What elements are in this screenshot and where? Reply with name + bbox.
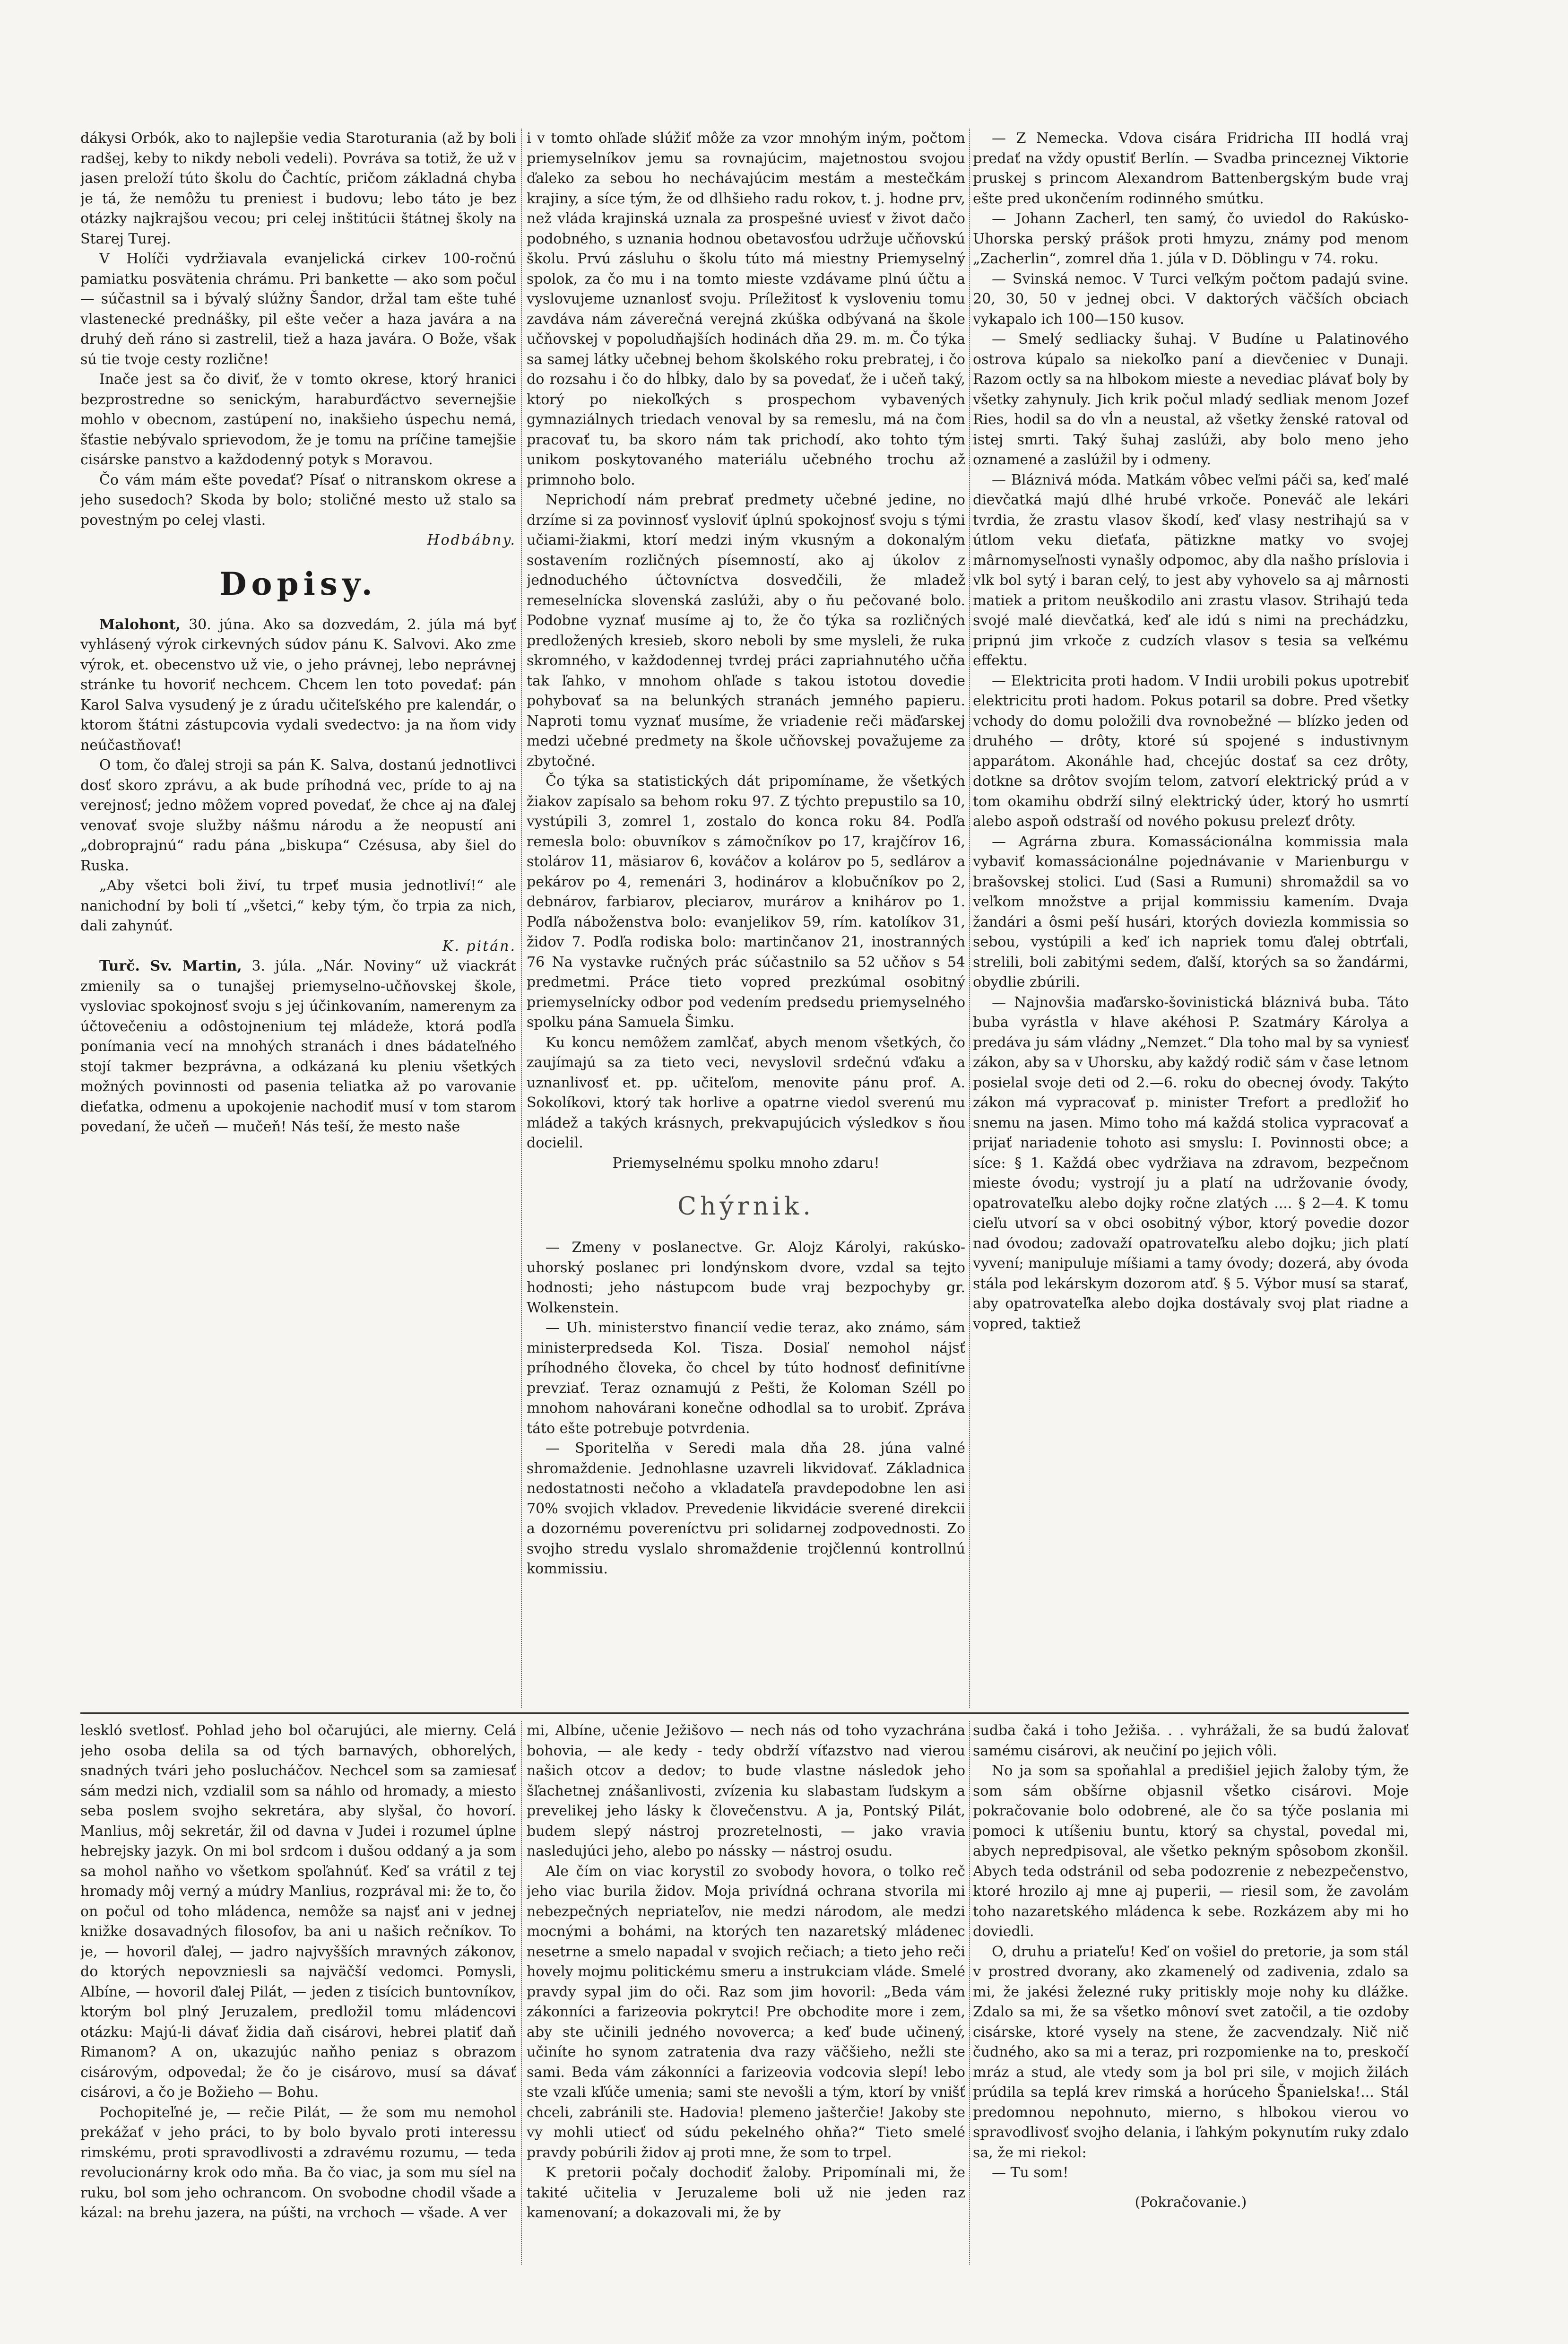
news-item: — Sporitelňa v Seredi mala dňa 28. júna valné shromaždenie. Jednohlasne uzavreli likvidovať. Základnica nedostatnosti nečoho a vkladateľa pravdepodobne len asi 70% svojich vkladov. Prevedenie likvidácie sverené direkcii a dozornému povereníctvu pri solidarnej zodpovednosti. Zo svojho stredu vyslalo shromaždenie trojčlennú kontrollnú kommissiu. <box>527 1440 965 1577</box>
article-text: i v tomto ohľade slúžiť môže za vzor mnohým iným, počtom priemyselníkov jemu sa rovnajúcim, majetnostou svojou ďaleko za sebou ho nechávajúcim mestám a mestečkám krajiny, a síce tým, že od dlhšieho radu rokov, t. j. hodne prv, než vláda krajinská uznala za prospešné uviesť v život dačo podobného, s uznania hodnou obetavosťou udržuje učňovskú školu. Prvú zásluhu o školu túto má miestny Priemyselný spolok, za čo mu i na tomto mieste vzdávame plnú účtu a vyslovujeme uznanlosť svoju. Príležitosť k vysloveniu tomu zavdáva nám záverečná verejná zkúška odbývaná na škole učňovskej v popoludňajších hodinách dňa 29. m. m. Čo týka sa samej látky učebnej behom školského roku prebratej, i čo do rozsahu i čo do hĺbky, dalo by sa povedať, že i učeň taký, ktorý po niekoľkých s prospechom vybavených gymnaziálnych triedach venoval by sa remeslu, má na čom pracovať tu, ba skoro nám tak prichodí, ako tohto tým unikom poskytovaného materiálu učebného trochu až primnoho bolo. <box>527 130 965 488</box>
section-heading-dopisy: Dopisy. <box>219 565 377 602</box>
article-text: 3. júla. „Nár. Noviny“ už viackrát zmienily sa o tunajšej priemyselno-učňovskej škole, vysloviac spokojnosť svoju s jej účinkovaním, namerenym za účtovečeniu a odôstojnenium tej mládeže, ktorá podľa ponímania vecí na mnohých stranách i dnes bádateľného stojí takmer bezprávna, a odkázaná ku pleniu všetkých možných povinnosti od pasenia teliatka až po varovanie dieťatka, odmenu a upokojenie nachodiť musí v tom starom povedaní, že učeň — mučeň! Nás teší, že mesto naše <box>80 958 516 1135</box>
feuilleton-divider <box>80 1712 1409 1714</box>
news-item: — Johann Zacherl, ten samý, čo uviedol do Rakúsko-Uhorska perský prášok proti hmyzu, známy pod menom „Zacherlin“, zomrel dňa 1. júla v D. Döblingu v 74. roku. <box>973 210 1409 267</box>
news-item: — Svinská nemoc. V Turci veľkým počtom padajú svine. 20, 30, 50 v jednej obci. V daktorých väčších obciach vykapalo ich 100—150 kusov. <box>973 270 1409 328</box>
continuation-note: (Pokračovanie.) <box>1135 2194 1247 2211</box>
signature: Hodbábny. <box>427 532 516 548</box>
article-text: V Holíči vydržiavala evanjelická cirkev 100-ročnú pamiatku posvätenia chrámu. Pri bankette — ako som počul — súčastnil sa i bývalý slúžny Šandor, držal tam ešte tuhé vlastenecké prednášky, pil ešte večer a haza javára a na druhý deň ráno si zastrelil, tiež a haza javára. O Bože, však sú tie tvoje cesty rozlične! <box>80 251 516 368</box>
feuilleton-text: leskló svetlosť. Pohlad jeho bol očarujúci, ale mierny. Celá jeho osoba delila sa od tých barnavých, obhorelých, snadných tvári jeho poslucháčov. Nechcel som sa zamiesať sám medzi nich, vzdialil som sa náhlo od hromady, a miesto seba poslem svojho sekretára, aby slyšal, čo hovorí. Manlius, môj sekretár, žil od davna v Judei i rozumel úplne hebrejsky jazyk. On mi bol srdcom i dušou oddaný a ja som sa mohol naňho vo všetkom spoľahnúť. Keď sa vrátil z tej hromady môj verný a múdry Manlius, rozprával mi: že to, čo on počul od toho mládenca, nemôže sa najsť ani v jednej knižke dosavadných filosofov, ba ani u našich rečníkov. To je, — hovoril ďalej, — jadro najvyšších mravných zákonov, do ktorých nepovzniesli sa najväčší vedomci. Pomysli, Albíne, — hovoril ďalej Pilát, — jeden z tisícich buntovníkov, ktorým bol plný Jeruzalem, predložil tomu mládencovi otázku: Majú-li dávať židia daň cisárovi, hebrei platiť daň Rimanom? A on, ukazujúc naňho peniaz s obrazom cisárovým, odpovedal; že čo je cisárovo, musí sa dávať cisárovi, a čo je Božieho — Bohu. <box>80 1722 516 2101</box>
feuilleton-text: Ale čím on viac korystil zo svobody hovora, o tolko reč jeho viac burila židov. Moja privídná ochrana stvorila mi nebezpečných nepriateľov, nie medzi národom, ale medzi mocnými a bohámi, na ktorých ten nazaretský mládenec nesetrne a smelo napadal v svojich rečiach; a tieto jeho reči hovely mojmu politickému smeru a instrukciam vláde. Smelé pravdy sypal jim do oči. Raz som jim hovoril: „Beda vám zákonníci a farizeovia pokrytci! Pre obchodite more i zem, aby ste učinili jedného novoverca; a keď bude učinený, učiníte ho synom zatratenia dva razy väčšieho, nežli ste sami. Beda vám zákonníci a farizeovia vodcovia slepí! lebo ste vzali kľúče umenia; sami ste nevošli a tým, ktorí by vnišť chceli, zabránili ste. Hadovia! plemeno jašterčie! Jakoby ste vy mohli utiecť od súdu pekelného ohňa?“ Tieto smelé pravdy pobúrili židov aj proti mne, že som to trpel. <box>527 1863 965 2161</box>
column-1 <box>80 129 516 1708</box>
column-divider <box>521 1721 522 2265</box>
news-item: — Bláznivá móda. Matkám vôbec veľmi páči sa, keď malé dievčatká majú dlhé hrubé vrkoče. Poneváč ale lekári tvrdia, že zrastu vlasov škodí, keď vlasy nestrihajú sa v útlom veku dieťaťa, pätizkne matky vo svojej mârnomyseľnosti vynašly odpomoc, aby dla našho príslovia i vlk bol sytý i baran celý, to jest aby vyhovelo sa aj mârnosti matiek a pritom neuškodilo ani zrastu vlasov. Strihajú teda svojé malé dievčatká, keď ale idú s nimi na prechádzku, pripnú jim vrkoče z cudzích vlasov s tesia sa veľkému effektu. <box>973 471 1409 669</box>
feuilleton-text: No ja som sa spoňahlal a predišiel jejich žaloby tým, že som sám obšírne objasnil všetko cisárovi. Moje pokračovanie bolo odobrené, ale čo sa týče poslania mi pomoci k utíšeniu buntu, ktorý sa chystal, povedal mi, abych nepredpisoval, ale všetko pekným spôsobom zkonšil. Abych teda odstránil od seba podozrenie z nebezpečenstvo, ktoré hrozilo aj mne aj puperii, — riesil som, že zavolám toho nazaretského mládenca k sebe. Rozkázem aby mi ho doviedli. <box>973 1762 1409 1940</box>
feuilleton-text: O, druhu a priateľu! Keď on vošiel do pretorie, ja som stál v prostred dvorany, ako zkamenelý od zadivenia, zdalo sa mi, že jakési železné ruky pritiskly moje nohy ku dlážke. Zdalo sa mi, že sa všetko mônoví svet zatočil, a tie ozdoby cisárske, ktoré vysely na stene, že zacvendzaly. Nič nič čudného, ako sa mi a teraz, pri rozpomienke na to, preskočí mráz a stud, ale vtedy som ja bol pri sile, v mojich žilách prúdila sa teplá krev rimská a horúceho Španielska!... Stál predomnou nepohnuto, mierno, s hlbokou vierou vo spravodlivosť svojho delania, i ľahkým pokynutím ruky zdalo sa, že mi riekol: <box>973 1943 1409 2161</box>
news-item: — Zmeny v poslanectve. Gr. Alojz Károlyi, rakúsko-uhorský poslanec pri londýnskom dvore, vzdal sa tejto hodnosti; jeho nástupcom bude vraj bezpochyby gr. Wolkenstein. <box>527 1239 965 1316</box>
article-text: Čo vám mám ešte povedať? Písať o nitranskom okrese a jeho susedoch? Skoda by bolo; stoličné mesto už stalo sa povestným po celej vlasti. <box>80 471 516 529</box>
article-text: Priemyselnému spolku mnoho zdaru! <box>612 1155 880 1172</box>
news-item: — Agrárna zbura. Komassácionálna kommissia mala vybaviť komassácionálne pojednávanie v Marienburgu v brašovskej stolici. Ľud (Sasi a Rumuni) shromaždil sa vo veľkom množstve a prijal kommissiu kamením. Dvaja žandári a ôsmi peší husári, ktorých doviezla kommissia so sebou, vystúpili a keď ich napriek tomu ďalej obtrťali, strelili, boli zabitými sedem, ďalší, ktorých sa so žandármi, obydlie zbúrili. <box>973 833 1409 990</box>
news-item: — Z Nemecka. Vdova cisára Fridricha III hodlá vraj predať na vždy opustiť Berlín. — Svadba princeznej Viktorie pruskej s princom Alexandrom Battenbergským bude vraj ešte pred ukončením rodinného smútku. <box>973 130 1409 207</box>
article-text: O tom, čo ďalej stroji sa pán K. Salva, dostanú jednotlivci dosť skoro zprávu, a ak bude príhodná vec, príde to aj na verejnosť; jedno môžem vopred povedať, že chce aj na ďalej venovať svoje služby nášmu národu a že neopustí ani „dobroprajnú“ radu pána „biskupa“ Czésusa, aby šiel do Ruska. <box>80 757 516 874</box>
article-text: Inače jest sa čo diviť, že v tomto okrese, ktorý hranici bezprostredne so senickým, haraburďáctvo severnejšie mohlo v obecnom, zastúpení no, inakšieho úspechu nemá, šťastie nebývalo sprievodom, že je tomu na príčine tamejšie cisárske panstvo a každodenný potyk s Moravou. <box>80 371 516 468</box>
feuilleton-text: Pochopiteľné je, — rečie Pilát, — že som mu nemohol prekážať v jeho práci, to by bolo byvalo proti interessu rimskému, proti spravodlivosti a zdravému rozumu, — teda revolucionárny krok odo mňa. Ba čo viac, ja som mu síel na ruku, bol som jeho ochrancom. On svobodne chodil všade a kázal: na brehu jazera, na púšti, na vrchoch — všade. A ver <box>80 2104 516 2221</box>
article-text: „Aby všetci boli živí, tu trpeť musia jednotliví!“ ale nanichodní by boli tí „všetci,“ keby tým, čo trpia za nich, dali zahynúť. <box>80 877 516 934</box>
news-item: — Elektricita proti hadom. V Indii urobili pokus upotrebiť elektricitu proti hadom. Pokus potaril sa dobre. Pred všetky vchody do domu položili dva rovnobežné — blízko jeden od druhého — drôty, ktoré sú spojené s industivnym apparátom. Akonáhle had, chcejúc dostať sa cez drôty, dotkne sa drôtov svojím telom, zatvorí elektrický prúd a v tom okamihu obdrží silný elektrický úder, ktorý ho usmrtí alebo aspoň odstraší od nového pokusu prelezť drôty. <box>973 672 1409 830</box>
section-heading-chyrnik: Chýrnik. <box>677 1192 814 1221</box>
column-divider <box>969 1721 970 2265</box>
news-item: — Najnovšia maďarsko-šovinistická bláznivá buba. Táto buba vyrástla v hlave akéhosi P. Szatmáry Károlya a predáva ju sám vládny „Nemzet.“ Dla toho mal by sa vyniesť zákon, aby sa v Uhorsku, aby každý rodič sám v čase letnom posielal svoje deti od 2.—6. roku do obecnej óvody. Takýto zákon má vypracovať p. minister Trefort a predložiť ho snemu na jasen. Mimo toho má každá stolica vypracovať a prijať nariadenie tohoto asi smyslu: I. Povinnosti obce; a síce: § 1. Každá obec vydržiava na zdravom, bezpečnom mieste óvodu; vystrojí ju a platí na udržovanie óvody, opatrovateľku alebo dojky ročne zlatých .... § 2—4. K tomu cieľu utvorí sa v obci osobitný výbor, ktorý povedie dozor nad óvodou; zadovaží opatrovateľku alebo dojku; jich platí vyvení; manipuluje míšiami a tamy óvody; dozerá, aby óvoda stála pod lekárskym dozorom atď. § 5. Výbor musí sa starať, aby opatrovateľka alebo dojka dostávaly svoj plat riadne a vopred, taktiež <box>973 994 1409 1332</box>
article-text: 30. júna. Ako sa dozvedám, 2. júla má byť vyhlásený výrok cirkevných súdov pánu K. Salvovi. Ako zme výrok, et. obecenstvo už vie, o jeho právnej, lebo neprávnej stránke tu hovoriť nechcem. Chcem len toto povedať: pán Karol Salva vysudený je z úradu učiteľského pre kalendár, o ktorom štátni zástupcovia vydali svedectvo: ja na ňom vidy neúčastňovať! <box>80 616 516 754</box>
column-3 <box>973 129 1409 1708</box>
feuilleton-text: mi, Albíne, učenie Ježišovo — nech nás od toho vyzachrána bohovia, — ale kedy - tedy obdrží víťazstvo nad vierou našich otcov a dedov; to bude vlastne následok jeho šľachetnej znášanlivosti, zvízenia ku slabastam ľudskym a prevelikej jeho lásky k človečenstvu. A ja, Pontský Pilát, budem slepý nástroj prozretelnosti, — jako vravia nasledujúci jeho, alebo po nássky — nástroj osudu. <box>527 1722 965 1859</box>
feuilleton-text: — Tu som! <box>992 2164 1069 2181</box>
article-text: Čo týka sa statistických dát pripomíname, že všetkých žiakov zapísalo sa behom roku 97. Z týchto prepustilo sa 10, vystúpili 3, zomrel 1, zostalo do konca roku 84. Podľa remesla bolo: obuvníkov s zámočníkov po 17, krajčírov 16, stolárov 11, mäsiarov 6, kováčov a kolárov po 5, sedlárov a pekárov po 4, remenári 3, hodinárov a klobučníkov po 2, debnárov, farbiarov, pleciarov, murárov a knihárov po 1. Podľa náboženstva bolo: evanjelikov 59, rím. katolíkov 31, židov 7. Podľa rodiska bolo: martinčanov 21, inostranných 76 Na vystavke ručných prác súčastnilo sa 52 učňov s 54 predmetmi. Práce tieto vopred prezkúmal osobitný priemyselnícky odbor pod vedením predsedu priemyselného spolku pána Samuela Šimku. <box>527 773 965 1031</box>
feuilleton-column-1 <box>80 1721 516 2265</box>
article-text: Neprichodí nám prebrať predmety učebné jedine, no drzíme si za povinnosť vysloviť úplnú spokojnosť svoju s tými učiami-žiakmi, ktorí medzi iným vkusným a dokonalým sostavením rozličných písemností, ako aj úkolov z jednoduchého účtovníctva dosvedčili, že mladež remeselnícka slovenská zaslúži, aby o ňu pečované bolo. Podobne vyznať musíme aj to, že čo týka sa rozličných predložených kresieb, skoro neboli by sme mysleli, že ruka skromného, v každodennej tvrdej práci zapriahnutého učňa tak ľahko, v mnohom ohľade s takou istotou dovedie pohybovať sa na belunkých stranách jemného papieru. Naproti tomu vyznať musíme, že vriadenie reči mäďarskej medzi učebné predmety na škole učňovskej považujeme za zbytočné. <box>527 492 965 770</box>
news-item: — Smelý sedliacky šuhaj. V Budíne u Palatinového ostrova kúpalo sa niekoľko paní a dievčeniec v Dunaji. Razom octly sa na hlbokom mieste a nevediac plávať boly by všetky zahynuly. Jich krik počul mladý sedliak menom Jozef Ries, hodil sa do vĺn a neustal, až všetky ženské ratoval od istej smrti. Taký šuhaj zaslúži, aby bolo meno jeho oznamené a zaslúžil by i odmeny. <box>973 331 1409 468</box>
feuilleton-column-3 <box>973 1721 1409 2265</box>
dateline: Turč. Sv. Martin, <box>99 958 242 974</box>
column-divider <box>521 129 522 1708</box>
column-2 <box>527 129 965 1708</box>
news-item: — Uh. ministerstvo financií vedie teraz, ako známo, sám ministerpredseda Kol. Tisza. Dosiaľ nemohol nájsť príhodného človeka, čo chcel by túto hodnosť definitívne prevziať. Teraz oznamujú z Pešti, že Koloman Széll po mnohom nahovárani konečne odhodlal sa to urobiť. Zpráva táto ešte potrebuje potvrdenia. <box>527 1320 965 1437</box>
feuilleton-text: K pretorii počaly dochodiť žaloby. Pripomínali mi, že takité učitelia v Jeruzaleme boli už nie jeden raz kamenovaní; a dokazovali mi, že by <box>527 2164 965 2221</box>
article-text: Ku koncu nemôžem zamlčať, abych menom všetkých, čo zaujímajú sa za tieto veci, nevyslovil srdečnú vďaku a uznanlivosť et. pp. učiteľom, menovite pánu prof. A. Sokolíkovi, ktorý tak horlive a opatrne viedol sverenú mu mládež a takých krásnych, prekvapujúcich výsledkov s ňou docielil. <box>527 1034 965 1151</box>
feuilleton-text: sudba čaká i toho Ježiša. . . vyhrážali, že sa budú žalovať samému cisárovi, ak neučiní po jejich vôli. <box>973 1722 1409 1759</box>
article-text: dákysi Orbók, ako to najlepšie vedia Staroturania (až by boli radšej, keby to nikdy neboli vedeli). Povráva sa totiž, že už v jasen preloží túto školu do Čachtíc, pričom základná chyba je tá, že nemôžu tu preniest i budovu; lebo táto je bez otázky najkrajšou vecou; pri celej inštitúcii štátnej školy na Starej Turej. <box>80 130 516 247</box>
dateline: Malohont, <box>99 616 181 633</box>
signature: K. pitán. <box>442 938 516 955</box>
feuilleton-column-2 <box>527 1721 965 2265</box>
column-divider <box>969 129 970 1708</box>
